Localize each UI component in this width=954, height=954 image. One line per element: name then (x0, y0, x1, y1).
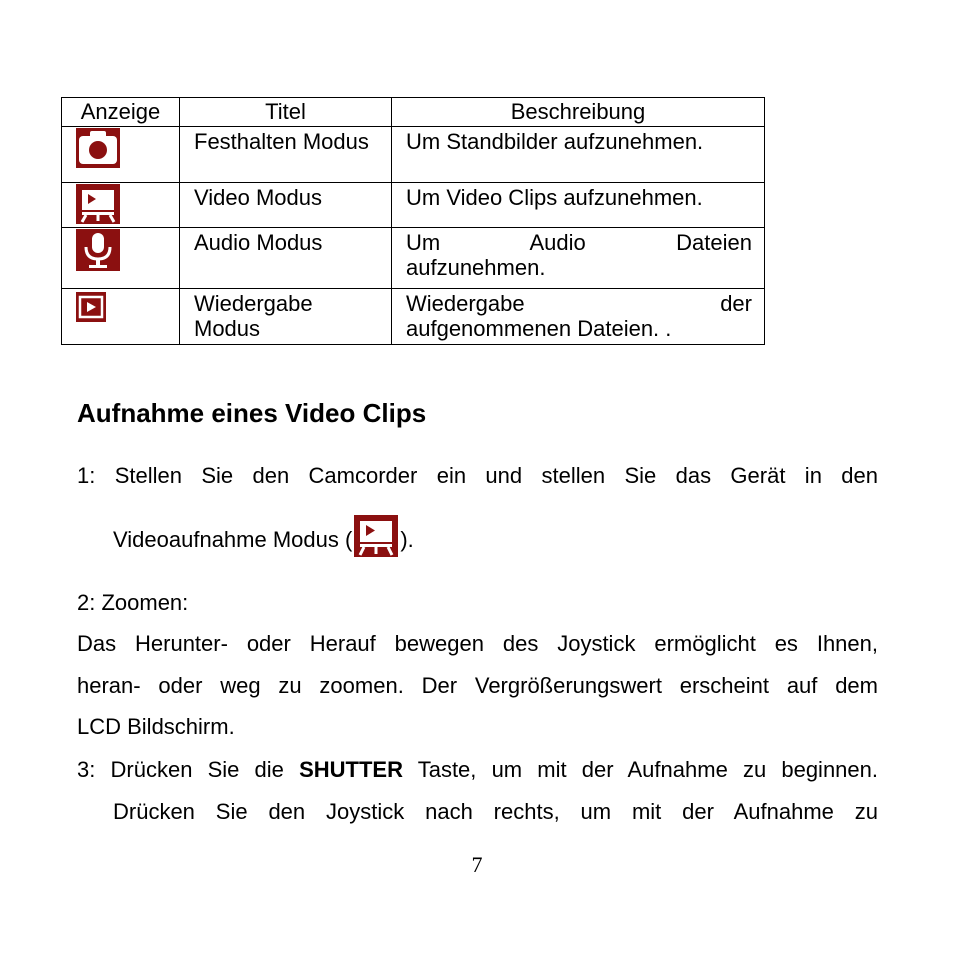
table-row (62, 228, 765, 289)
desc-line: aufzunehmen. (406, 255, 546, 280)
step2-line3: LCD Bildschirm. (77, 714, 235, 739)
step2-line1: Das Herunter- oder Herauf bewegen des Joystick ermöglicht es Ihnen, (77, 631, 878, 656)
step3-line2: Drücken Sie den Joystick nach rechts, um mit der Aufnahme zu (113, 799, 878, 824)
shutter-label: SHUTTER (299, 757, 403, 782)
icon-cell (62, 127, 180, 183)
step3-text-post: Taste, um mit der Aufnahme zu beginnen. (402, 757, 878, 782)
video-icon (354, 515, 398, 557)
step1-line2 (113, 515, 813, 561)
section-heading: Aufnahme eines Video Clips (77, 398, 427, 428)
desc-cell (392, 289, 765, 345)
icon-cell (62, 183, 180, 228)
step2-line2: heran- oder weg zu zoomen. Der Vergrößerungswert erscheint auf dem (77, 673, 878, 698)
step3-line1 (77, 755, 878, 785)
header-titel: Titel (180, 98, 392, 127)
desc-cell: Um Video Clips aufzunehmen. (392, 183, 765, 228)
playback-icon (76, 292, 106, 322)
microphone-icon (76, 229, 120, 271)
step2-title: 2: Zoomen: (77, 590, 189, 615)
title-cell: Audio Modus (180, 228, 392, 289)
title-cell: Festhalten Modus (180, 127, 392, 183)
desc-line: Um Audio Dateien (406, 230, 752, 255)
table-row (62, 127, 765, 183)
step3-text-pre: 3: Drücken Sie die (77, 757, 300, 782)
camera-icon (76, 128, 120, 168)
mode-table (61, 97, 765, 345)
page-number: 7 (471, 852, 483, 877)
desc-cell: Um Standbilder aufzunehmen. (392, 127, 765, 183)
desc-cell (392, 228, 765, 289)
table-row (62, 183, 765, 228)
header-anzeige: Anzeige (62, 98, 180, 127)
icon-cell (62, 228, 180, 289)
step1-text-post: ). (400, 527, 414, 552)
title-cell: Wiedergabe Modus (180, 289, 392, 345)
table-row (62, 289, 765, 345)
step1-text-pre: Videoaufnahme Modus ( (113, 527, 353, 552)
step1-line1: 1: Stellen Sie den Camcorder ein und stellen Sie das Gerät in den (77, 463, 878, 488)
title-cell: Video Modus (180, 183, 392, 228)
desc-line: Wiedergabe der (406, 291, 752, 316)
video-icon (76, 184, 120, 224)
icon-cell (62, 289, 180, 345)
table-header-row (62, 98, 765, 127)
header-beschreibung: Beschreibung (392, 98, 765, 127)
desc-line: aufgenommenen Dateien. . (406, 316, 672, 341)
